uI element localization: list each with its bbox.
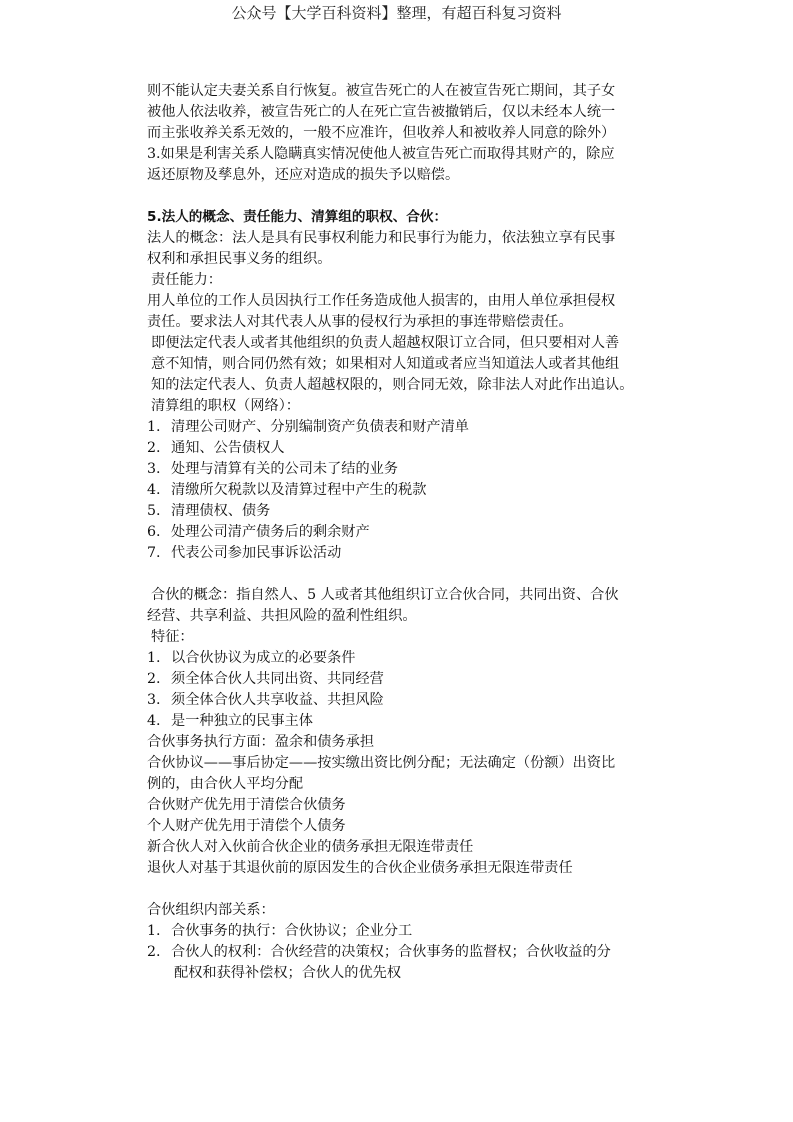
list-text: 须全体合伙人共享收益、共担风险 [171,692,384,708]
contract-line: 知的法定代表人、负责人超越权限的，则合同无效，除非法人对此作出追认。 [151,377,634,393]
features-title: 特征： [151,629,194,645]
contract-line: 即便法定代表人或者其他组织的负责人超越权限订立合同，但只要相对人善 [151,335,620,351]
list-item [147,501,687,522]
partnership-line: 经营、共享利益、共担风险的盈利性组织。 [147,608,417,624]
list-item-continuation: 配权和获得补偿权；合伙人的优先权 [174,965,402,981]
list-number: 1. [147,650,161,666]
list-text: 清理公司财产、分别编制资产负债表和财产清单 [171,419,469,435]
affairs-line: 新合伙人对入伙前合伙企业的债务承担无限连带责任 [147,839,474,855]
list-number: 3. [147,692,161,708]
list-number: 2. [147,671,161,687]
list-text: 合伙事务的执行：合伙协议；企业分工 [171,923,413,939]
list-item [147,438,687,459]
page-header: 公众号【大学百科资料】整理，有超百科复习资料 [231,4,562,22]
list-item [147,648,687,669]
affairs-line: 例的，由合伙人平均分配 [147,776,304,792]
affairs-line: 合伙财产优先用于清偿合伙债务 [147,797,346,813]
list-number: 3. [147,461,161,477]
liquidation-title: 清算组的职权（网络）： [151,398,300,414]
liability-line: 责任。要求法人对其代表人从事的侵权行为承担的事连带赔偿责任。 [147,314,573,330]
contract-line: 意不知情，则合同仍然有效；如果相对人知道或者应当知道法人或者其他组 [151,356,620,372]
liability-title: 责任能力： [151,272,222,288]
list-item [147,669,687,690]
section-heading: 5.法人的概念、责任能力、清算组的职权、合伙： [147,209,448,225]
list-text: 处理与清算有关的公司未了结的业务 [171,461,399,477]
list-text: 是一种独立的民事主体 [171,713,313,729]
affairs-line: 合伙协议——事后协定——按实缴出资比例分配；无法确定（份额）出资比 [147,755,616,771]
list-text: 处理公司清产债务后的剩余财产 [171,524,370,540]
list-number: 4. [147,482,161,498]
liability-line: 用人单位的工作人员因执行工作任务造成他人损害的，由用人单位承担侵权 [147,293,616,309]
concept-line: 法人的概念：法人是具有民事权利能力和民事行为能力，依法独立享有民事 [147,230,616,246]
paragraph-line: 返还原物及孳息外，还应对造成的损失予以赔偿。 [147,167,460,183]
list-text: 以合伙协议为成立的必要条件 [171,650,356,666]
paragraph-line: 则不能认定夫妻关系自行恢复。被宣告死亡的人在被宣告死亡期间，其子女 [147,83,616,99]
list-number: 6. [147,524,161,540]
list-number: 1. [147,419,161,435]
partnership-line: 合伙的概念：指自然人、5 人或者其他组织订立合伙合同，共同出资、合伙 [151,587,619,603]
paragraph-line: 被他人依法收养，被宣告死亡的人在死亡宣告被撤销后，仅以未经本人统一 [147,104,616,120]
list-item [147,543,687,564]
list-item [147,417,687,438]
paragraph-line: 而主张收养关系无效的，一般不应准许，但收养人和被收养人同意的除外） [147,125,616,141]
list-number: 2. [147,944,161,960]
list-text: 代表公司参加民事诉讼活动 [171,545,342,561]
list-number: 7. [147,545,161,561]
list-text: 通知、公告债权人 [171,440,285,456]
list-item [147,921,687,942]
list-text: 合伙人的权利：合伙经营的决策权；合伙事务的监督权；合伙收益的分 [171,944,611,960]
list-number: 4. [147,713,161,729]
list-item [147,690,687,711]
list-item [147,711,687,732]
list-item [147,522,687,543]
list-text: 清缴所欠税款以及清算过程中产生的税款 [171,482,427,498]
affairs-line: 个人财产优先用于清偿个人债务 [147,818,346,834]
document-body [147,81,687,984]
paragraph-line: 3.如果是利害关系人隐瞒真实情况使他人被宣告死亡而取得其财产的，除应 [147,146,615,162]
affairs-line: 合伙事务执行方面：盈余和债务承担 [147,734,375,750]
list-item [147,459,687,480]
affairs-line: 退伙人对基于其退伙前的原因发生的合伙企业债务承担无限连带责任 [147,860,573,876]
list-item [147,942,687,963]
internal-title: 合伙组织内部关系： [147,902,275,918]
list-number: 1. [147,923,161,939]
list-number: 5. [147,503,161,519]
concept-line: 权利和承担民事义务的组织。 [147,251,332,267]
list-text: 须全体合伙人共同出资、共同经营 [171,671,384,687]
list-number: 2. [147,440,161,456]
list-item [147,480,687,501]
list-text: 清理债权、债务 [171,503,271,519]
